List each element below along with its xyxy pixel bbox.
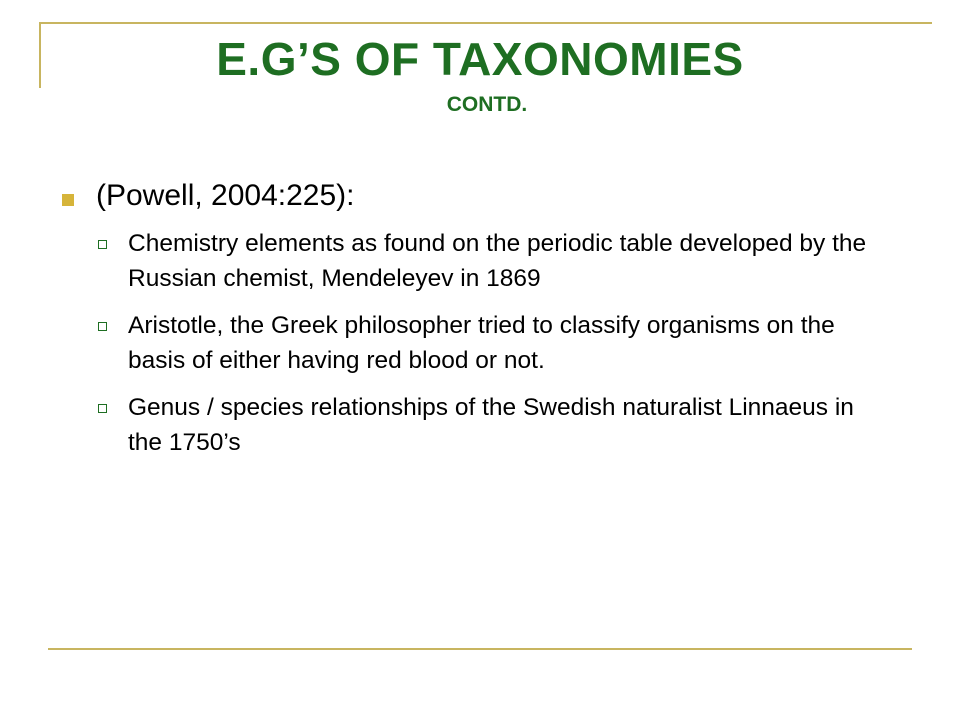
slide-title-main: E.G’S OF TAXONOMIES xyxy=(216,33,744,85)
hollow-square-bullet-icon xyxy=(98,322,107,331)
frame-top-line xyxy=(40,22,932,24)
slide-subtitle: CONTD. xyxy=(446,93,528,116)
sub-bullet-list xyxy=(60,226,920,460)
slide-title xyxy=(0,33,960,116)
frame-bottom-line xyxy=(48,648,912,650)
sub-bullet-item xyxy=(60,226,892,296)
hollow-square-bullet-icon xyxy=(98,404,107,413)
hollow-square-bullet-icon xyxy=(98,240,107,249)
sub-bullet-item xyxy=(60,308,892,378)
sub-bullet-text: Chemistry elements as found on the periodic table developed by the Russian chemist, Mendeleyev in 1869 xyxy=(128,230,867,292)
sub-bullet-text: Genus / species relationships of the Swedish naturalist Linnaeus in the 1750’s xyxy=(128,394,854,456)
sub-bullet-item xyxy=(60,390,892,460)
square-bullet-icon xyxy=(62,194,74,206)
slide-content xyxy=(60,176,920,472)
main-bullet-item xyxy=(60,176,920,216)
sub-bullet-text: Aristotle, the Greek philosopher tried to classify organisms on the basis of either having red blood or not. xyxy=(128,312,835,374)
main-bullet-text: (Powell, 2004:225): xyxy=(96,179,355,212)
